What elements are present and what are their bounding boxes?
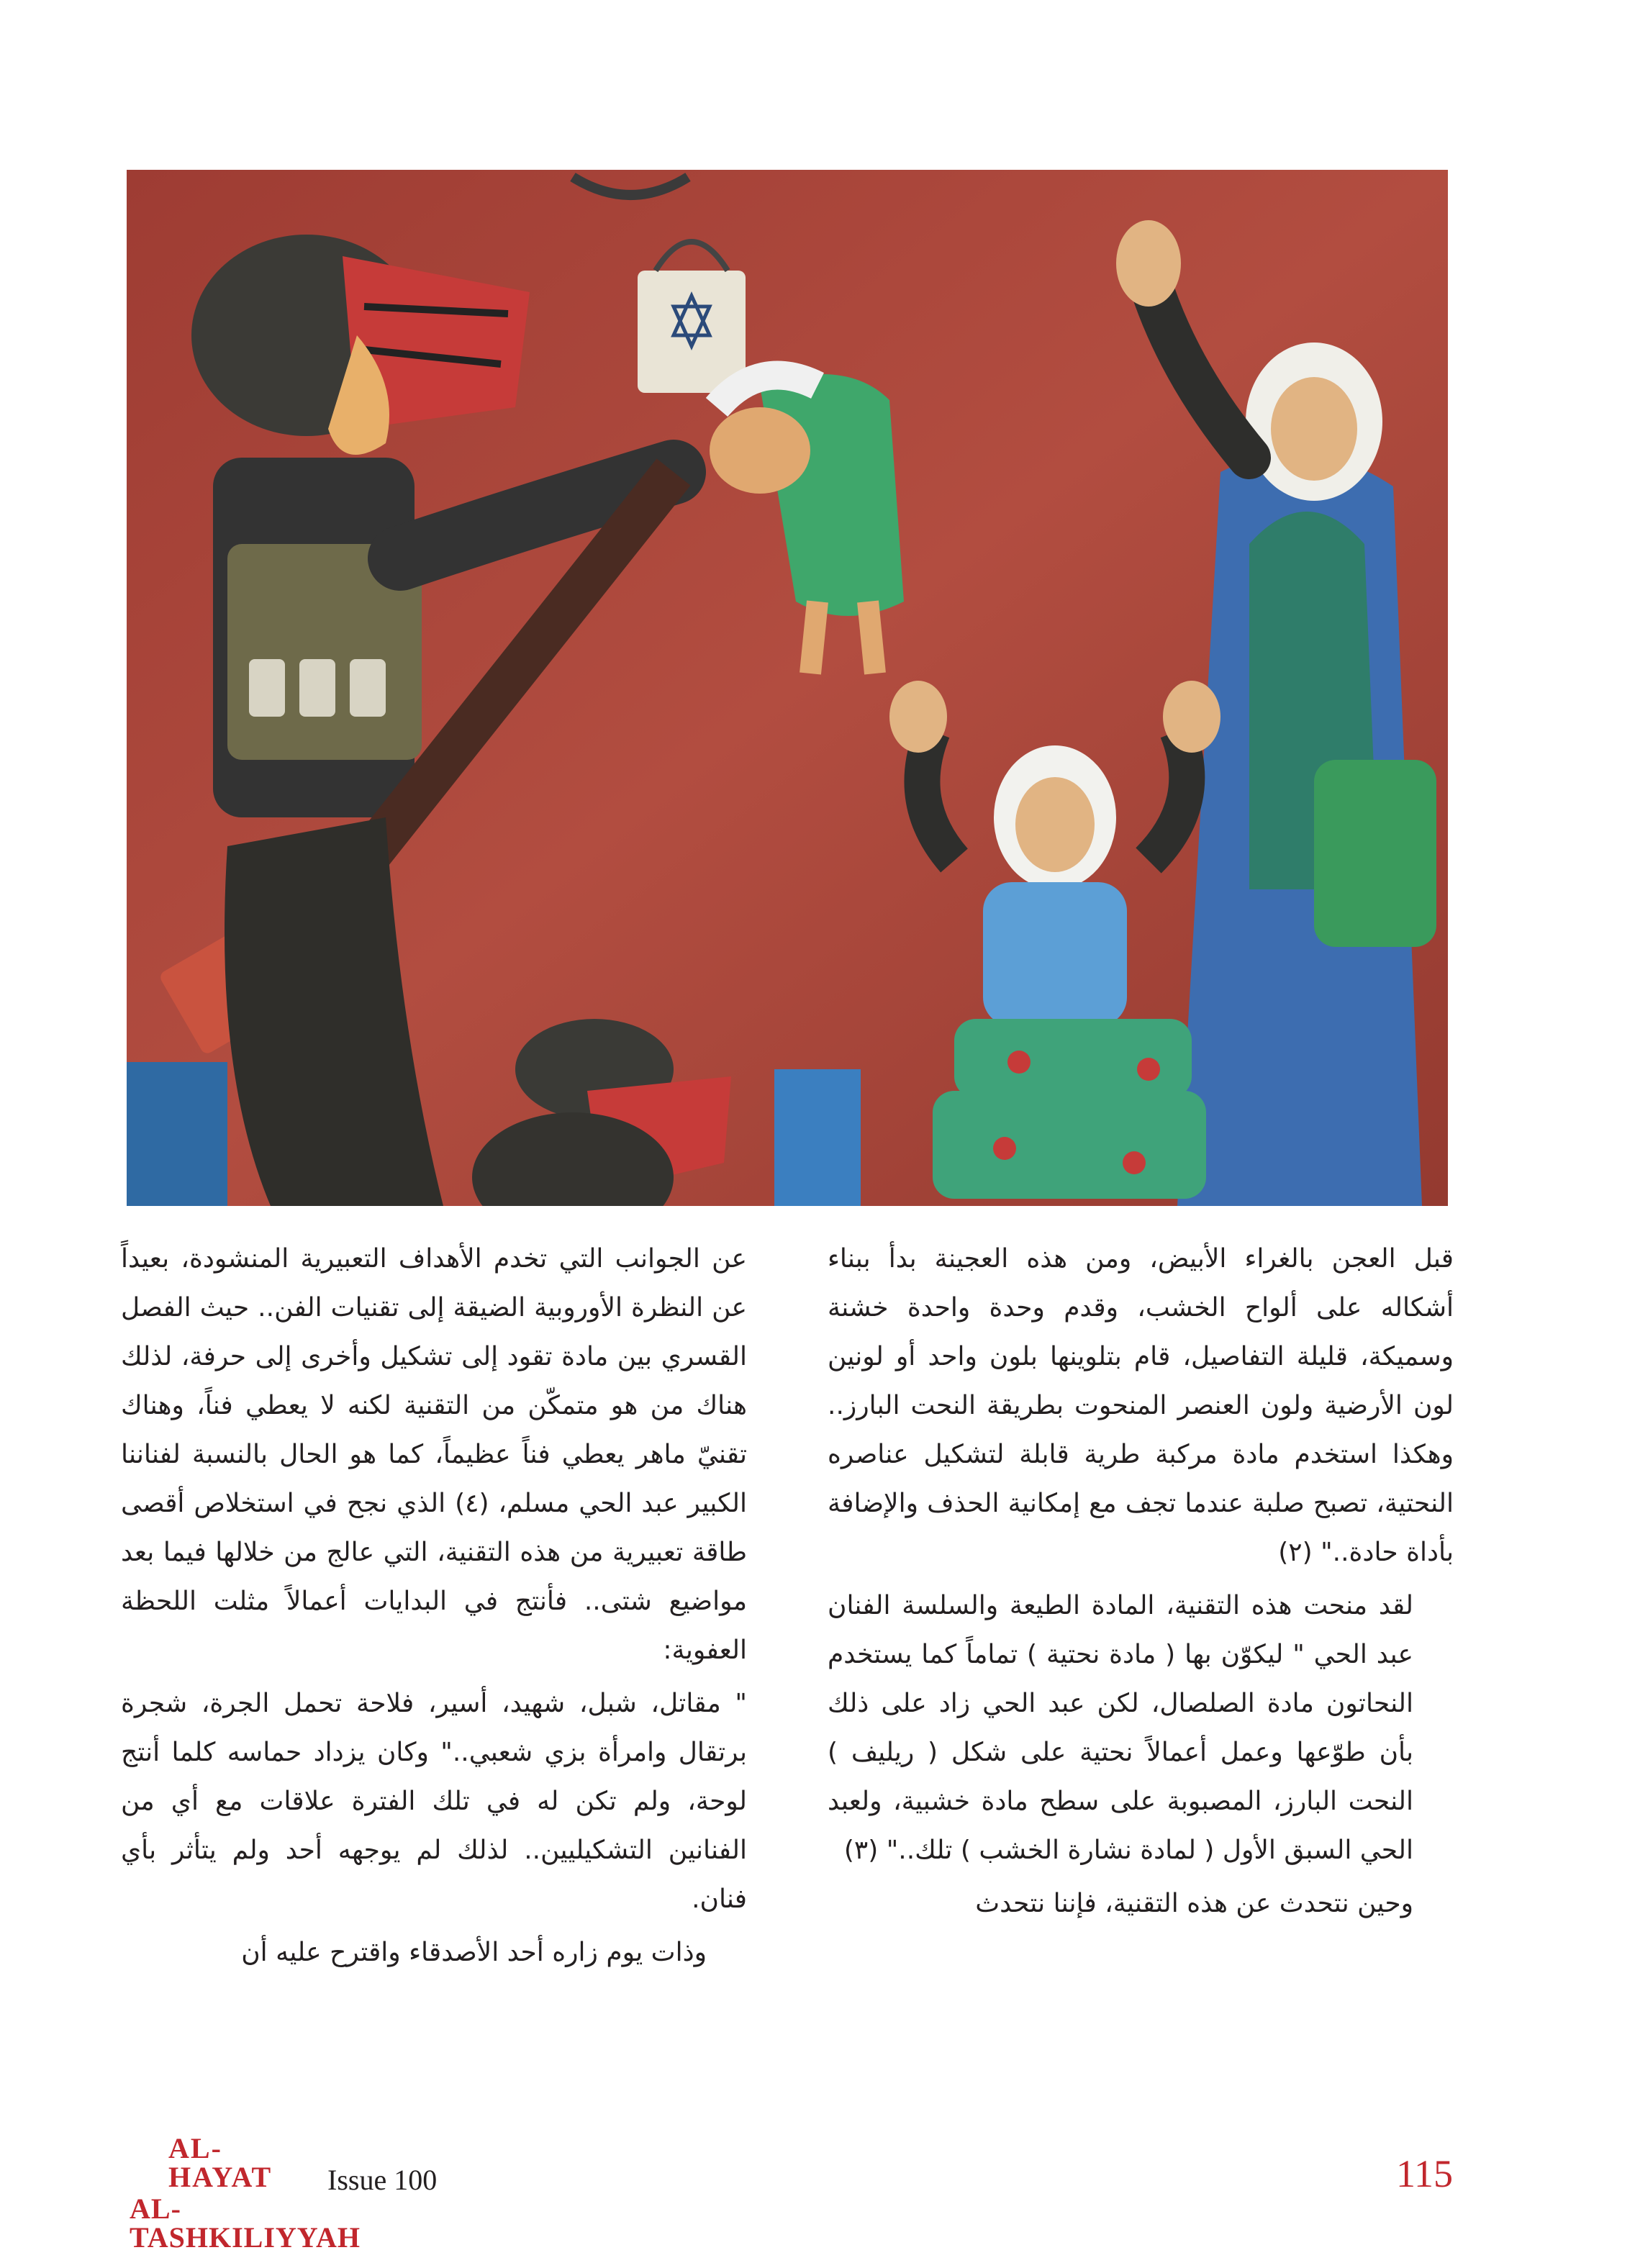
paragraph: قبل العجن بالغراء الأبيض، ومن هذه العجينة بدأ ببناء أشكاله على ألواح الخشب، وقدم وحدة واحدة خشنة وسميكة، قليلة التفاصيل، قام بتلوينها بلون واحد أو لونين لون الأرضية ولون العنصر المنحوت بطريقة النحت البارز.. وهكذا استخدم مادة مركبة طرية قابلة لتشكيل عناصره النحتية، تصبح صلبة عندما تجف مع إمكانية الحذف والإضافة بأداة حادة.." (٢) bbox=[828, 1244, 1454, 1567]
logo-line-2: AL-TASHKILIYYAH bbox=[130, 2192, 361, 2254]
issue-label: Issue 100 bbox=[327, 2164, 438, 2196]
artwork-relief-illustration bbox=[127, 170, 1448, 1206]
paragraph: وحين نتحدث عن هذه التقنية، فإننا نتحدث bbox=[975, 1889, 1413, 1918]
paragraph: عن الجوانب التي تخدم الأهداف التعبيرية المنشودة، بعيداً عن النظرة الأوروبية الضيقة إلى تقنيات الفن.. حيث الفصل القسري بين مادة تقود إلى تشكيل وأخرى إلى حرفة، لذلك هناك من هو متمكّن من التقنية لكنه لا يعطي فناً، وهناك تقنيّ ماهر يعطي فناً عظيماً، كما هو الحال بالنسبة لفناننا الكبير عبد الحي مسلم، (٤) الذي نجح في استخلاص أقصى طاقة تعبيرية من هذه التقنية، التي عالج من خلالها فيما بعد مواضيع شتى.. فأنتج في البدايات أعمالاً مثلت اللحظة العفوية: bbox=[121, 1244, 747, 1665]
article-column-right bbox=[828, 1235, 1454, 2156]
paragraph: لقد منحت هذه التقنية، المادة الطيعة والسلسة الفنان عبد الحي " ليكوّن بها ( مادة نحتية ) تماماً كما يستخدم النحاتون مادة الصلصال، لكن عبد الحي زاد على ذلك بأن طوّعها وعمل أعمالاً نحتية على شكل ( ريليف ) النحت البارز، المصبوبة على سطح مادة خشبية، ولعبد الحي السبق الأول ( لمادة نشارة الخشب ) تلك.." (٣) bbox=[828, 1591, 1413, 1865]
magazine-logo bbox=[130, 2132, 361, 2254]
page-number: 115 bbox=[1396, 2152, 1453, 2195]
article-column-left bbox=[121, 1235, 747, 2156]
paragraph: " مقاتل، شبل، شهيد، أسير، فلاحة تحمل الجرة، شجرة برتقال وامرأة بزي شعبي.." وكان يزداد حماسه كلما أنتج لوحة، ولم تكن له في تلك الفترة علاقات مع أي من الفنانين التشكيليين.. لذلك لم يوجهه أحد ولم يتأثر بأي فنان. bbox=[121, 1689, 747, 1914]
artwork-photo bbox=[127, 170, 1448, 1206]
logo-line-1: AL-HAYAT bbox=[168, 2132, 273, 2193]
paragraph: وذات يوم زاره أحد الأصدقاء واقترح عليه أن bbox=[241, 1938, 707, 1967]
